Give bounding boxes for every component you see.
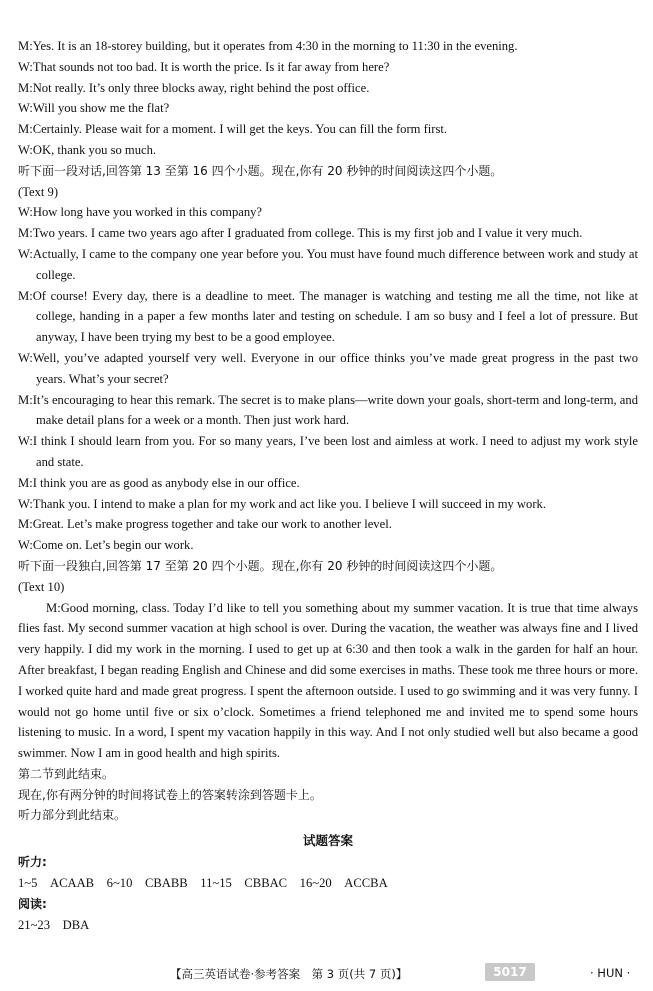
listening-answers: 1~5 ACAAB 6~10 CBABB 11~15 CBBAC 16~20 ACCBA [18, 876, 388, 891]
dialogue-line: W:Actually, I came to the company one year before you. You must have found much difference between work and study at college. [18, 246, 638, 282]
reading-answers: 21~23 DBA [18, 917, 90, 932]
instruction-text: 听下面一段独白,回答第 17 至第 20 四个小题。现在,你有 20 秒钟的时间阅读这四个小题。 [18, 558, 503, 573]
monologue-paragraph: M:Good morning, class. Today I’d like to tell you something about my summer vacation. It is true that time always flies fast. My second summer vacation at high school is over. During the vacation, the weather was always fine and I lived very happily. I did my work in the morning. I used to get up at 6:30 and then took a walk in the garden for half an hour. After breakfast, I began reading English and Chinese and did some exercises in maths. These took me three hours or more. I worked quite hard and made great progress. I spent the afternoon outside. I used to go swimming and it was very funny. I would not go home until five or six o’clock. Sometimes a friend telephoned me and invited me to spend some hours listening to music. In a word, I spent my vacation happily in this way. And I not only studied well but also became a good swimmer. Now I am in good health and high spirits. [18, 600, 638, 761]
footer-code-badge: 5017 [485, 963, 535, 981]
dialogue-line: W:OK, thank you so much. [18, 142, 157, 157]
dialogue-line: M:It’s encouraging to hear this remark. The secret is to make plans—write down your goals, short-term and long-term, and make detail plans for a week or a month. Then just work hard. [18, 392, 638, 428]
footer-title: 【高三英语试卷·参考答案 第 3 页(共 7 页)】 [170, 967, 408, 981]
dialogue-line: M:I think you are as good as anybody else in our office. [18, 475, 300, 490]
dialogue-line: M:Two years. I came two years ago after I graduated from college. This is my first job and I value it very much. [18, 226, 583, 241]
closing-line: 听力部分到此结束。 [18, 808, 127, 823]
dialogue-line: W:That sounds not too bad. It is worth the price. Is it far away from here? [18, 59, 390, 74]
dialogue-line: W:How long have you worked in this company? [18, 205, 263, 220]
listening-label: 听力: [18, 855, 47, 870]
page-footer [0, 962, 653, 986]
footer-region: · HUN · [590, 966, 631, 980]
dialogue-line: M:Certainly. Please wait for a moment. I will get the keys. You can fill the form first. [18, 122, 448, 137]
dialogue-line: M:Great. Let’s make progress together and take our work to another level. [18, 517, 392, 532]
dialogue-line: W:Will you show me the flat? [18, 101, 170, 116]
dialogue-line: W:I think I should learn from you. For so many years, I’ve been lost and aimless at work. I need to adjust my work style and state. [18, 434, 638, 469]
document-page [18, 36, 638, 935]
instruction-text: 听下面一段对话,回答第 13 至第 16 四个小题。现在,你有 20 秒钟的时间阅读这四个小题。 [18, 163, 503, 178]
dialogue-line: W:Come on. Let’s begin our work. [18, 538, 194, 553]
dialogue-line: M:Of course! Every day, there is a deadline to meet. The manager is watching and testing me all the time, not like at college, handing in a paper a few months later and testing on schedule. I am so busy and I feel a lot of pressure. But anyway, I have been trying my best to be a good employee. [18, 288, 638, 345]
dialogue-line: M:Not really. It’s only three blocks away, right behind the post office. [18, 80, 370, 95]
dialogue-line: M:Yes. It is an 18-storey building, but it operates from 4:30 in the morning to 11:30 in the evening. [18, 39, 518, 53]
closing-line: 现在,你有两分钟的时间将试卷上的答案转涂到答题卡上。 [18, 787, 322, 802]
reading-label: 阅读: [18, 896, 47, 911]
dialogue-line: W:Well, you’ve adapted yourself very well. Everyone in our office thinks you’ve made great progress in the past two years. What’s your secret? [18, 350, 638, 386]
section-label: (Text 10) [18, 579, 65, 594]
dialogue-line: W:Thank you. I intend to make a plan for my work and act like you. I believe I will succeed in my work. [18, 496, 546, 511]
section-label: (Text 9) [18, 184, 59, 199]
closing-line: 第二节到此结束。 [18, 766, 115, 781]
answers-heading: 试题答案 [302, 833, 353, 849]
